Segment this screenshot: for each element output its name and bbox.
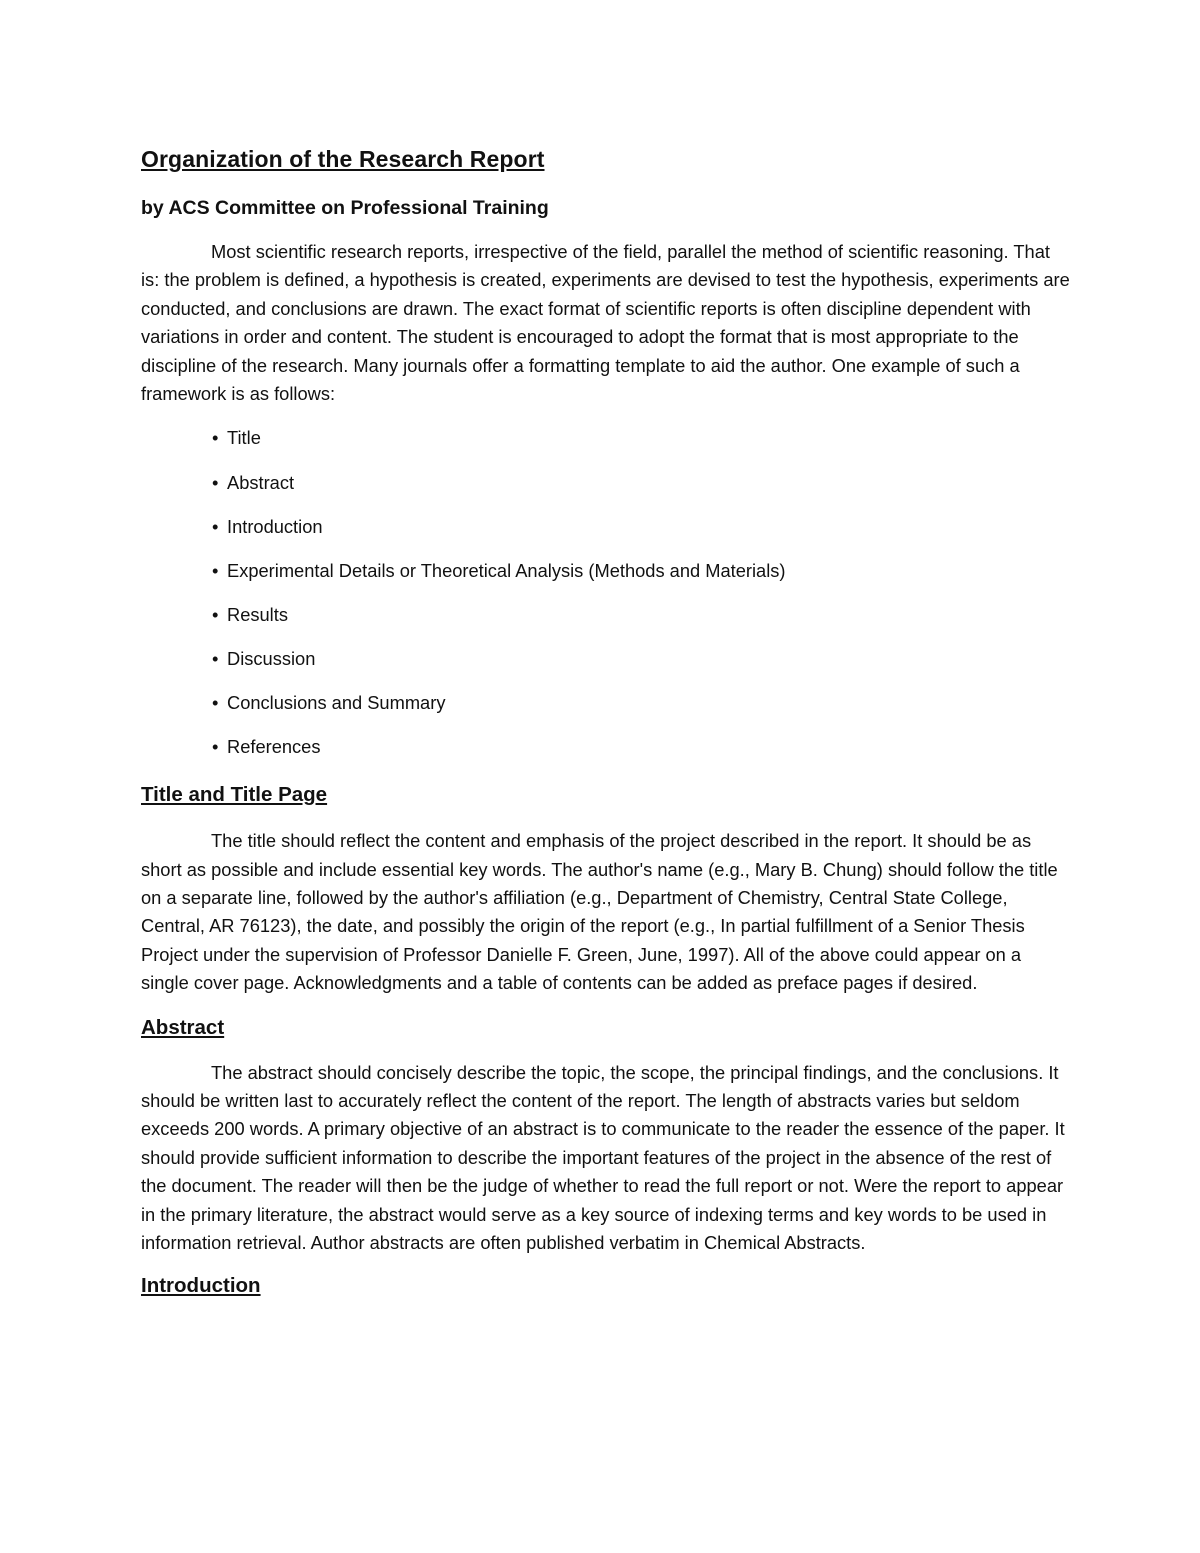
- document-body: [141, 142, 1071, 1301]
- document-title: Organization of the Research Report: [141, 146, 545, 172]
- list-item: [212, 514, 1071, 558]
- list-item: [212, 646, 1071, 690]
- list-item-label: Title: [227, 427, 261, 449]
- introduction-heading: Introduction: [141, 1274, 261, 1298]
- bullet-icon: •: [212, 471, 219, 493]
- list-item: [212, 690, 1071, 734]
- list-item: [212, 734, 1071, 778]
- report-sections-list: [141, 425, 1071, 778]
- list-item-label: Experimental Details or Theoretical Analysis (Methods and Materials): [227, 559, 786, 581]
- title-page-heading: Title and Title Page: [141, 783, 328, 807]
- list-item: [212, 470, 1071, 514]
- list-item-label: Conclusions and Summary: [227, 692, 446, 713]
- bullet-icon: •: [212, 692, 219, 713]
- list-item: [212, 425, 1071, 469]
- bullet-icon: •: [212, 559, 219, 581]
- bullet-icon: •: [212, 736, 219, 758]
- list-item-label: Abstract: [227, 471, 295, 493]
- abstract-paragraph: The abstract should concisely describe the topic, the scope, the principal findings, and the conclusions. It should be written last to accurately reflect the content of the report. The length of abstracts varies but seldom exceeds 200 words. A primary objective of an abstract is to communicate to the reader the essence of the paper. It should provide sufficient information to describe the important features of the project in the absence of the rest of the document. The reader will then be the judge of whether to read the full report or not. Were the report to appear in the primary literature, the abstract would serve as a key source of indexing terms and key words to be used in information retrieval. Author abstracts are often published verbatim in Chemical Abstracts.: [141, 1061, 1065, 1254]
- intro-paragraph: Most scientific research reports, irrespective of the field, parallel the method of scientific reasoning. That is: the problem is defined, a hypothesis is created, experiments are devised to test the hypothesis, experiments are conducted, and conclusions are drawn. The exact format of scientific reports is often discipline dependent with variations in order and content. The student is encouraged to adopt the format that is most appropriate to the discipline of the research. Many journals offer a formatting template to aid the author. One example of such a framework is as follows:: [141, 241, 1070, 405]
- list-item-label: Discussion: [227, 647, 316, 669]
- bullet-icon: •: [212, 603, 219, 625]
- bullet-icon: •: [212, 647, 219, 669]
- abstract-heading: Abstract: [141, 1015, 225, 1039]
- document-byline: by ACS Committee on Professional Training: [141, 197, 549, 219]
- list-item: [212, 602, 1071, 646]
- list-item: [212, 558, 1071, 602]
- list-item-label: Introduction: [227, 515, 323, 537]
- bullet-icon: •: [212, 427, 219, 449]
- list-item-label: References: [227, 736, 321, 758]
- bullet-icon: •: [212, 515, 219, 537]
- title-page-paragraph: The title should reflect the content and emphasis of the project described in the report. It should be as short as possible and include essential key words. The author's name (e.g., Mary B. Chung) should follow the title on a separate line, followed by the author's affiliation (e.g., Department of Chemistry, Central State College, Central, AR 76123), the date, and possibly the origin of the report (e.g., In partial fulfillment of a Senior Thesis Project under the supervision of Professor Danielle F. Green, June, 1997). All of the above could appear on a single cover page. Acknowledgments and a table of contents can be added as preface pages if desired.: [141, 830, 1058, 994]
- list-item-label: Results: [227, 603, 288, 625]
